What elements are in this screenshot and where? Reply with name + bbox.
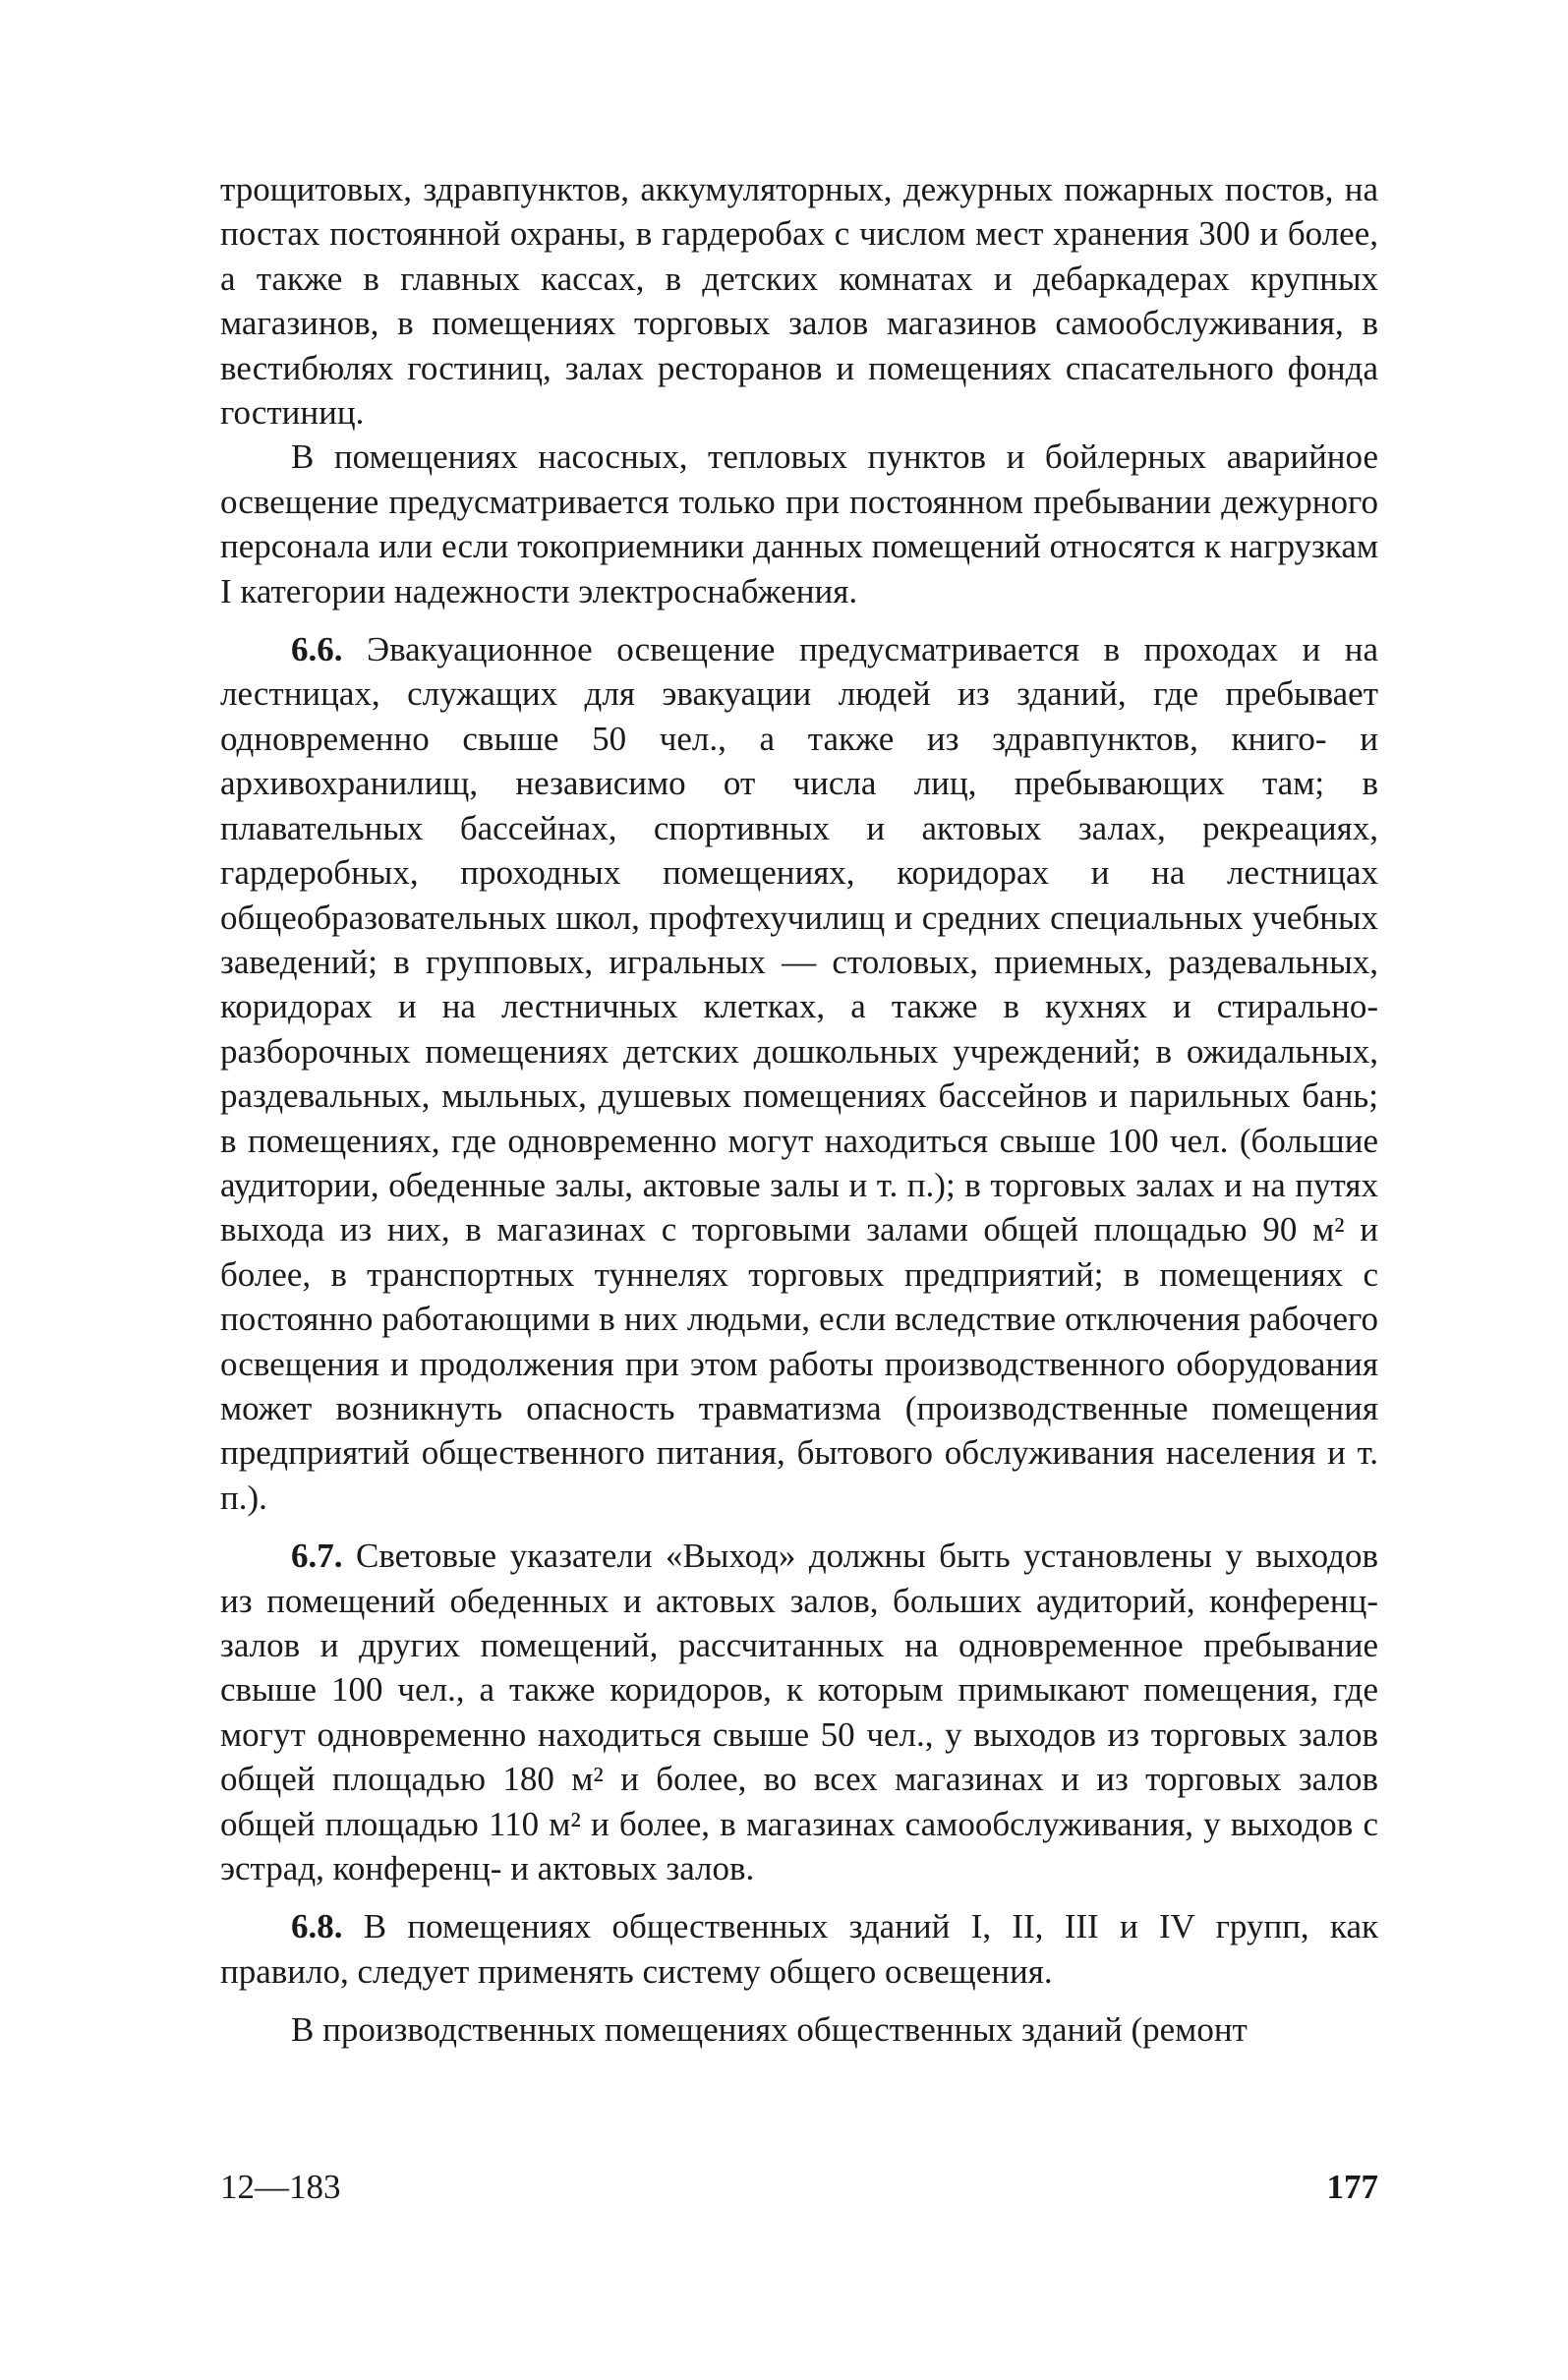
page-footer bbox=[220, 2168, 1378, 2215]
paragraph-text: В производственных помещениях общественных зданий (ремонт bbox=[291, 2010, 1248, 2050]
paragraph-continuation bbox=[220, 167, 1378, 435]
section-number: 6.7. bbox=[291, 1537, 343, 1576]
signature-code: 12—183 bbox=[220, 2168, 341, 2206]
paragraph-text: В помещениях насосных, тепловых пунктов и бойлерных аварийное освещение предусматривается только при постоянном пребывании дежурного персонала или если токоприемники данных помещений относятся к нагрузкам I категории надежности электроснабжения. bbox=[220, 437, 1378, 610]
paragraph-text: трощитовых, здравпунктов, аккумуляторных, дежурных пожарных постов, на постах постоянной охраны, в гардеробах с числом мест хранения 300 и более, а также в главных кассах, в детских комнатах и дебаркадерах крупных магазинов, в помещениях торговых залов магазинов самообслуживания, в вестибюлях гостиниц, залах ресторанов и помещениях спасательного фонда гостиниц. bbox=[220, 170, 1378, 433]
section-text: Световые указатели «Выход» должны быть установлены у выходов из помещений обеденных и актовых залов, больших аудиторий, конференц-залов и других помещений, рассчитанных на одновременное пребывание свыше 100 чел., а также коридоров, к которым примыкают помещения, где могут одновременно находиться свыше 50 чел., у выходов из торговых залов общей площадью 180 м² и более, во всех магазинах и из торговых залов общей площадью 110 м² и более, в магазинах самообслуживания, у выходов с эстрад, конференц- и актовых залов. bbox=[220, 1537, 1378, 1888]
section-6-7 bbox=[220, 1534, 1378, 1890]
section-6-6 bbox=[220, 627, 1378, 1520]
paragraph-production-rooms bbox=[220, 2007, 1378, 2052]
body-text bbox=[220, 167, 1378, 2053]
paragraph-pump-rooms bbox=[220, 435, 1378, 613]
section-text: В помещениях общественных зданий I, II, III и IV групп, как правило, следует применять систему общего освещения. bbox=[220, 1907, 1378, 1991]
section-number: 6.6. bbox=[291, 630, 343, 669]
section-6-8 bbox=[220, 1904, 1378, 1994]
section-number: 6.8. bbox=[291, 1907, 343, 1946]
section-text: Эвакуационное освещение предусматривается в проходах и на лестницах, служащих для эвакуации людей из зданий, где пребывает одновременно свыше 50 чел., а также из здравпунктов, книго- и архивохранилищ, независимо от числа лиц, пребывающих там; в плавательных бассейнах, спортивных и актовых залах, рекреациях, гардеробных, проходных помещениях, коридорах и на лестницах общеобразовательных школ, профтехучилищ и средних специальных учебных заведений; в групповых, игральных — столовых, приемных, раздевальных, коридорах и на лестничных клетках, а также в кухнях и стирально-разборочных помещениях детских дошкольных учреждений; в ожидальных, раздевальных, мыльных, душевых помещениях бассейнов и парильных бань; в помещениях, где одновременно могут находиться свыше 100 чел. (большие аудитории, обеденные залы, актовые залы и т. п.); в торговых залах и на путях выхода из них, в магазинах с торговыми залами общей площадью 90 м² и более, в транспортных туннелях торговых предприятий; в помещениях с постоянно работающими в них людьми, если вследствие отключения рабочего освещения и продолжения при этом работы производственного оборудования может возникнуть опасность травматизма (производственные помещения предприятий общественного питания, бытового обслуживания населения и т. п.). bbox=[220, 630, 1379, 1517]
page-number: 177 bbox=[1326, 2168, 1378, 2206]
